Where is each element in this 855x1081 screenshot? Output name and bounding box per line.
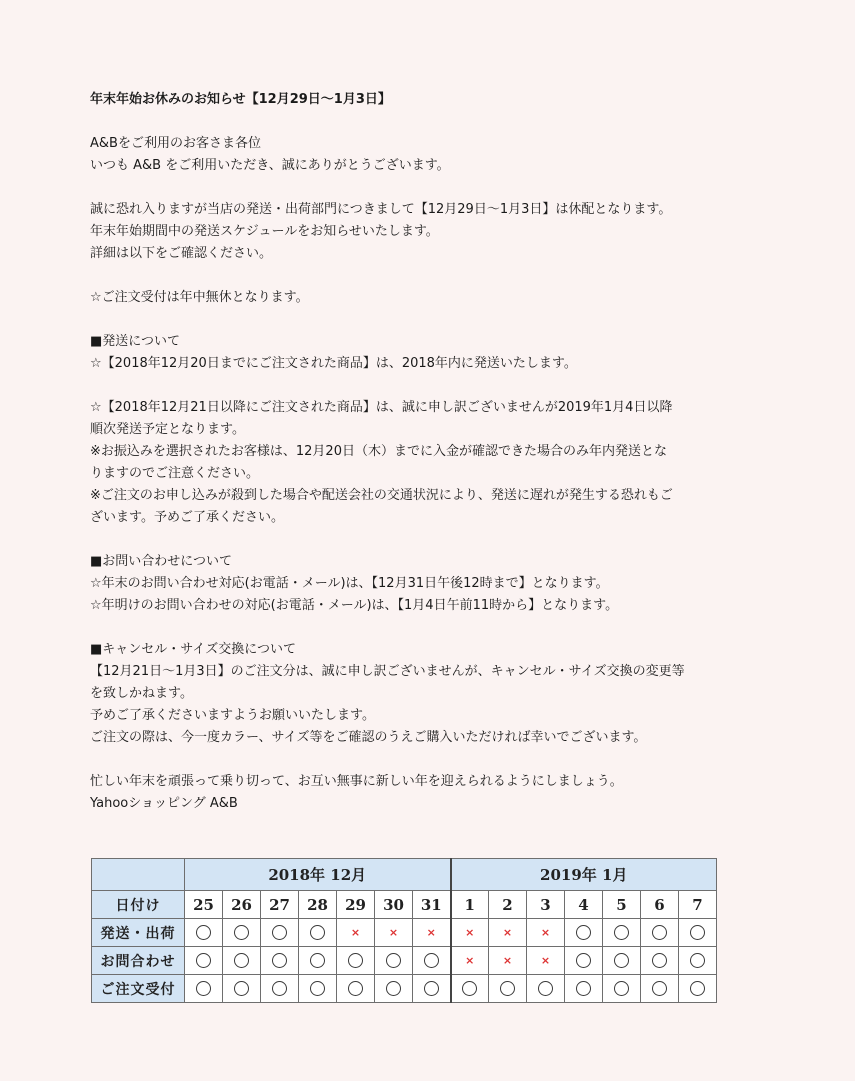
row-label: 発送・出荷 (92, 919, 185, 947)
status-cell (261, 947, 299, 975)
open-mark (386, 953, 401, 968)
status-cell (603, 919, 641, 947)
status-cell (413, 947, 451, 975)
month-label-jan: 2019年 1月 (451, 859, 717, 891)
inquiry-line: ☆年明けのお問い合わせの対応(お電話・メール)は、【1月4日午前11時から】となります。 (90, 598, 619, 613)
status-cell (185, 919, 223, 947)
closed-mark: × (540, 926, 551, 939)
open-mark (272, 925, 287, 940)
open-mark (234, 981, 249, 996)
status-cell (337, 919, 375, 947)
shop-signature: Yahooショッピング A&B (90, 796, 238, 811)
schedule-row (92, 947, 717, 975)
status-cell (451, 919, 489, 947)
cancel-line: ご注文の際は、今一度カラー、サイズ等をご確認のうえご購入いただければ幸いでございます。 (90, 730, 647, 745)
order-note: ☆ご注文受付は年中無休となります。 (90, 290, 309, 305)
greeting-line: A&Bをご利用のお客さま各位 (90, 136, 261, 151)
day-cell: 30 (375, 891, 413, 919)
status-cell (185, 975, 223, 1003)
open-mark (310, 981, 325, 996)
open-mark (234, 953, 249, 968)
status-cell (641, 919, 679, 947)
open-mark (424, 953, 439, 968)
open-mark (196, 953, 211, 968)
open-mark (652, 953, 667, 968)
status-cell (375, 975, 413, 1003)
status-cell (451, 947, 489, 975)
open-mark (614, 953, 629, 968)
status-cell (603, 947, 641, 975)
status-cell (451, 975, 489, 1003)
row-label: ご注文受付 (92, 975, 185, 1003)
day-cell: 5 (603, 891, 641, 919)
open-mark (690, 981, 705, 996)
month-header-row (92, 859, 717, 891)
status-cell (641, 975, 679, 1003)
day-cell: 25 (185, 891, 223, 919)
open-mark (690, 953, 705, 968)
status-cell (299, 947, 337, 975)
open-mark (614, 981, 629, 996)
day-cell: 27 (261, 891, 299, 919)
day-cell: 29 (337, 891, 375, 919)
open-mark (348, 981, 363, 996)
open-mark (272, 981, 287, 996)
schedule-row (92, 919, 717, 947)
status-cell (375, 947, 413, 975)
closed-mark: × (502, 926, 513, 939)
open-mark (196, 925, 211, 940)
day-cell: 3 (527, 891, 565, 919)
open-mark (690, 925, 705, 940)
closed-mark: × (426, 926, 436, 939)
holiday-notice (90, 89, 780, 815)
status-cell (527, 919, 565, 947)
status-cell (413, 919, 451, 947)
status-cell (489, 919, 527, 947)
open-mark (500, 981, 515, 996)
cancel-heading: ■キャンセル・サイズ交換について (90, 642, 296, 657)
shipping-item: ☆【2018年12月20日までにご注文された商品】は、2018年内に発送いたします。 (90, 356, 577, 371)
status-cell (679, 919, 717, 947)
status-cell (489, 975, 527, 1003)
open-mark (348, 953, 363, 968)
status-cell (185, 947, 223, 975)
status-cell (375, 919, 413, 947)
day-cell: 4 (565, 891, 603, 919)
open-mark (424, 981, 439, 996)
open-mark (272, 953, 287, 968)
shipping-item: りますのでご注意ください。 (90, 466, 260, 481)
date-header-label: 日付け (92, 891, 185, 919)
day-cell: 1 (451, 891, 489, 919)
day-cell: 6 (641, 891, 679, 919)
day-cell: 2 (489, 891, 527, 919)
status-cell (223, 947, 261, 975)
status-cell (527, 975, 565, 1003)
status-cell (565, 975, 603, 1003)
status-cell (337, 947, 375, 975)
shipping-item: ※お振込みを選択されたお客様は、12月20日（木）までに入金が確認できた場合のみ年内発送とな (90, 444, 667, 459)
closed-mark: × (540, 954, 551, 967)
shipping-item: ☆【2018年12月21日以降にご注文された商品】は、誠に申し訳ございませんが2019年1月4日以降 (90, 400, 673, 415)
open-mark (234, 925, 249, 940)
closed-mark: × (388, 926, 399, 939)
open-mark (310, 925, 325, 940)
status-cell (527, 947, 565, 975)
shipping-item: 順次発送予定となります。 (90, 422, 245, 437)
cancel-line: 予めご了承くださいますようお願いいたします。 (90, 708, 375, 723)
row-label: お問合わせ (92, 947, 185, 975)
status-cell (565, 919, 603, 947)
open-mark (386, 981, 401, 996)
open-mark (576, 925, 591, 940)
open-mark (196, 981, 211, 996)
day-cell: 26 (223, 891, 261, 919)
status-cell (603, 975, 641, 1003)
shipping-item: ※ご注文のお申し込みが殺到した場合や配送会社の交通状況により、発送に遅れが発生する恐れもご (90, 488, 673, 503)
month-label-dec: 2018年 12月 (185, 859, 451, 891)
holiday-schedule-table (91, 858, 717, 1003)
status-cell (299, 919, 337, 947)
day-cell: 7 (679, 891, 717, 919)
greeting-line: いつも A&B をご利用いただき、誠にありがとうございます。 (90, 158, 450, 173)
status-cell (565, 947, 603, 975)
inquiry-line: ☆年末のお問い合わせ対応(お電話・メール)は、【12月31日午後12時まで】となります。 (90, 576, 609, 591)
status-cell (413, 975, 451, 1003)
corner-cell (92, 859, 185, 891)
status-cell (261, 975, 299, 1003)
status-cell (261, 919, 299, 947)
shipping-heading: ■発送について (90, 334, 181, 349)
status-cell (489, 947, 527, 975)
shipping-item: ざいます。予めご了承ください。 (90, 510, 284, 525)
notice-title: 年末年始お休みのお知らせ【12月29日〜1月3日】 (90, 92, 391, 107)
cancel-line: を致しかねます。 (90, 686, 193, 701)
status-cell (641, 947, 679, 975)
day-cell: 28 (299, 891, 337, 919)
inquiry-heading: ■お問い合わせについて (90, 554, 233, 569)
closing-line: 忙しい年末を頑張って乗り切って、お互い無事に新しい年を迎えられるようにしましょう。 (90, 774, 623, 789)
status-cell (223, 919, 261, 947)
closed-mark: × (465, 926, 475, 939)
status-cell (337, 975, 375, 1003)
day-header-row (92, 891, 717, 919)
closed-mark: × (350, 926, 361, 939)
intro-line: 詳細は以下をご確認ください。 (90, 246, 273, 261)
open-mark (652, 925, 667, 940)
open-mark (652, 981, 667, 996)
cancel-line: 【12月21日〜1月3日】のご注文分は、誠に申し訳ございませんが、キャンセル・サイズ交換の変更等 (90, 664, 685, 679)
open-mark (576, 981, 591, 996)
schedule-row (92, 975, 717, 1003)
closed-mark: × (502, 954, 513, 967)
open-mark (310, 953, 325, 968)
closed-mark: × (465, 954, 475, 967)
open-mark (462, 981, 477, 996)
open-mark (576, 953, 591, 968)
status-cell (679, 975, 717, 1003)
intro-line: 誠に恐れ入りますが当店の発送・出荷部門につきまして【12月29日〜1月3日】は休配となります。 (90, 202, 672, 217)
intro-line: 年末年始期間中の発送スケジュールをお知らせいたします。 (90, 224, 439, 239)
day-cell: 31 (413, 891, 451, 919)
status-cell (223, 975, 261, 1003)
status-cell (299, 975, 337, 1003)
open-mark (614, 925, 629, 940)
status-cell (679, 947, 717, 975)
open-mark (538, 981, 553, 996)
